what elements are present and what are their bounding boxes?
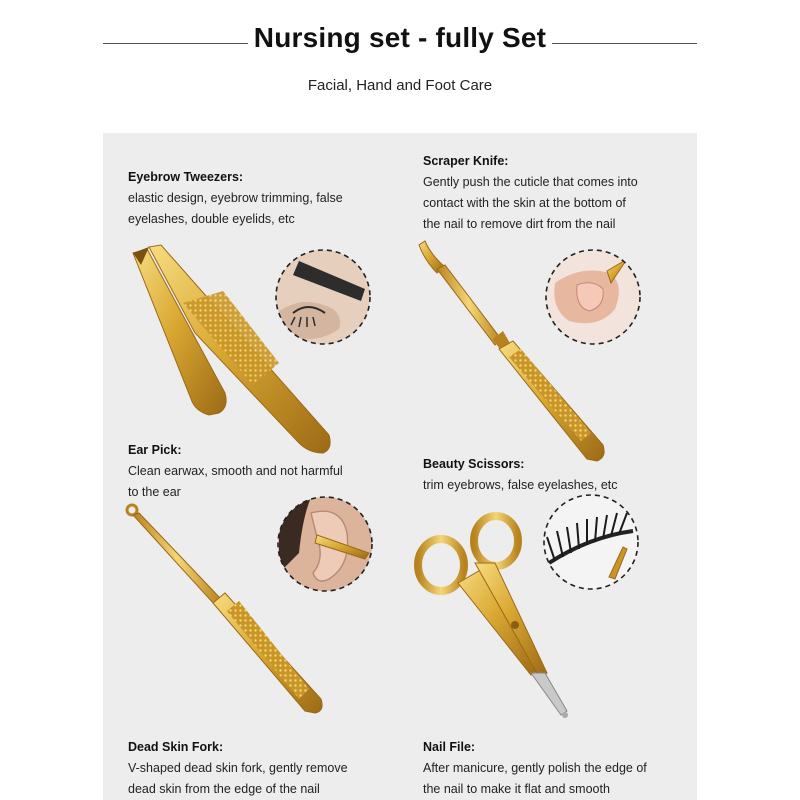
tool-description-line: eyelashes, double eyelids, etc	[128, 212, 295, 226]
tool-card-dead-skin-fork	[128, 737, 398, 800]
tool-card-beauty-scissors	[423, 454, 693, 496]
tool-name: Eyebrow Tweezers:	[128, 170, 244, 184]
tool-name: Nail File:	[423, 740, 476, 754]
ear-closeup-icon	[273, 493, 377, 597]
page-subtitle: Facial, Hand and Foot Care	[307, 77, 493, 94]
tool-description-line: trim eyebrows, false eyelashes, etc	[423, 478, 618, 492]
tool-description-line: the nail to remove dirt from the nail	[423, 217, 616, 231]
tool-description-line: contact with the skin at the bottom of	[423, 196, 626, 210]
nail-closeup-icon	[543, 247, 643, 347]
tool-card-nail-file	[423, 737, 693, 800]
tool-description-line: V-shaped dead skin fork, gently remove	[128, 761, 348, 775]
tool-description-line: dead skin from the edge of the nail	[128, 782, 320, 796]
tool-description-line: to the ear	[128, 485, 181, 499]
tool-name: Dead Skin Fork:	[128, 740, 224, 754]
tool-card-eyebrow-tweezers	[128, 167, 388, 230]
tool-description-line: After manicure, gently polish the edge of	[423, 761, 647, 775]
eyebrow-closeup-icon	[273, 247, 373, 347]
tool-description-line: Gently push the cuticle that comes into	[423, 175, 638, 189]
tool-name: Ear Pick:	[128, 443, 182, 457]
page-title: Nursing set - fully Set	[0, 22, 800, 54]
tool-description-line: Clean earwax, smooth and not harmful	[128, 464, 343, 478]
product-panel	[103, 133, 697, 800]
tool-name: Scraper Knife:	[423, 154, 509, 168]
tool-description-line: the nail to make it flat and smooth	[423, 782, 610, 796]
tool-name: Beauty Scissors:	[423, 457, 525, 471]
tool-card-ear-pick	[128, 440, 388, 503]
tool-card-scraper-knife	[423, 151, 693, 235]
tool-description-line: elastic design, eyebrow trimming, false	[128, 191, 343, 205]
eyelashes-closeup-icon	[539, 491, 643, 595]
